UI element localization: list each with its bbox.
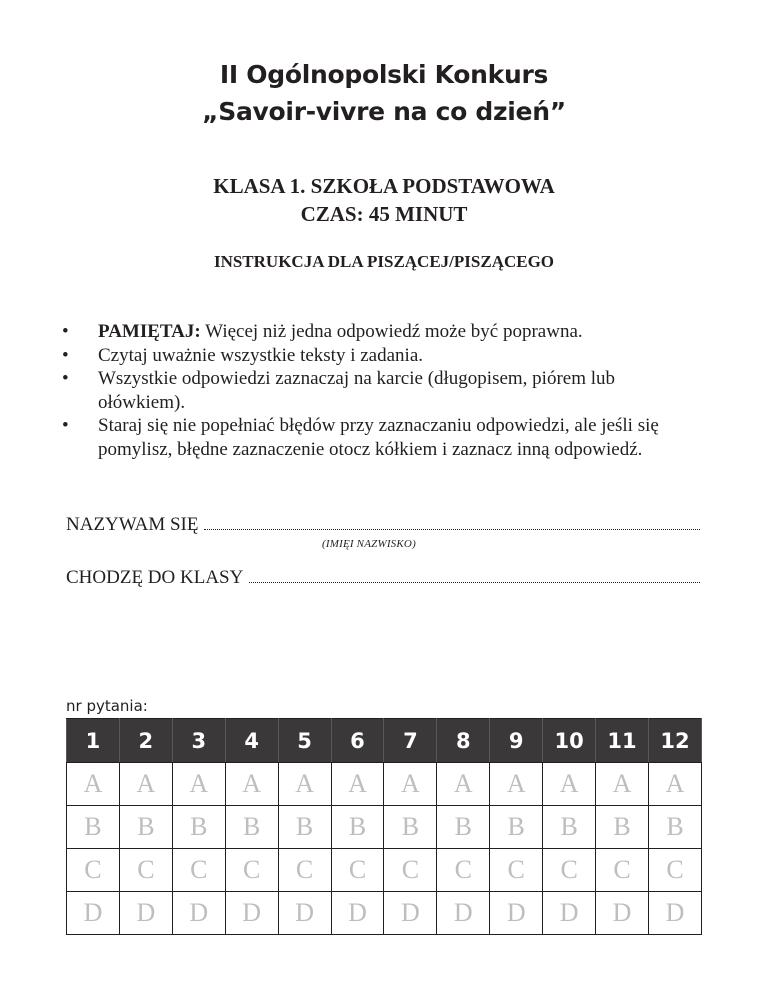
answer-option-cell[interactable]: A	[437, 763, 490, 806]
answer-row	[67, 763, 702, 806]
answer-option-cell[interactable]: A	[278, 763, 331, 806]
answer-option-cell[interactable]: C	[67, 849, 120, 892]
answer-option-cell[interactable]: A	[596, 763, 649, 806]
answer-grid	[66, 718, 702, 935]
question-number-cell: 10	[543, 719, 596, 763]
answer-option-cell[interactable]: A	[490, 763, 543, 806]
answer-option-cell[interactable]: D	[490, 892, 543, 935]
answer-option-cell[interactable]: B	[172, 806, 225, 849]
question-number-cell: 7	[384, 719, 437, 763]
answer-option-cell[interactable]: B	[331, 806, 384, 849]
answer-option-cell[interactable]: A	[648, 763, 701, 806]
title-line-2: „Savoir-vivre na co dzień”	[202, 97, 566, 126]
question-number-cell: 6	[331, 719, 384, 763]
answer-option-cell[interactable]: B	[490, 806, 543, 849]
bullet-icon: •	[62, 344, 69, 366]
class-field	[66, 567, 700, 589]
answer-option-cell[interactable]: C	[648, 849, 701, 892]
rule-text: Staraj się nie popełniać błędów przy zaznaczaniu odpowiedzi, ale jeśli się pomylisz, błędne zaznaczenie otocz kółkiem i zaznacz inną odpowiedź.	[98, 415, 659, 460]
rule-text: Więcej niż jedna odpowiedź może być poprawna.	[200, 321, 583, 342]
question-number-cell: 4	[225, 719, 278, 763]
answer-row	[67, 806, 702, 849]
answer-option-cell[interactable]: B	[384, 806, 437, 849]
answer-option-cell[interactable]: C	[119, 849, 172, 892]
answer-option-cell[interactable]: B	[225, 806, 278, 849]
answer-option-cell[interactable]: B	[119, 806, 172, 849]
answer-row	[67, 892, 702, 935]
question-number-label: nr pytania:	[66, 697, 148, 715]
rule-text: Czytaj uważnie wszystkie teksty i zadania.	[98, 344, 424, 366]
answer-option-cell[interactable]: A	[67, 763, 120, 806]
answer-option-cell[interactable]: B	[437, 806, 490, 849]
answer-option-cell[interactable]: D	[648, 892, 701, 935]
class-line: KLASA 1. SZKOŁA PODSTAWOWA	[213, 174, 555, 198]
answer-option-cell[interactable]: A	[225, 763, 278, 806]
question-number-row	[67, 719, 702, 763]
name-label: NAZYWAM SIĘ	[66, 514, 199, 535]
answer-option-cell[interactable]: C	[384, 849, 437, 892]
name-field	[66, 514, 700, 536]
answer-option-cell[interactable]: D	[172, 892, 225, 935]
name-hint: (IMIĘI NAZWISKO)	[322, 538, 416, 550]
answer-option-cell[interactable]: B	[543, 806, 596, 849]
rule-item	[62, 344, 702, 368]
title-line-1: II Ogólnopolski Konkurs	[219, 60, 549, 89]
instruction-title: INSTRUKCJA DLA PISZĄCEJ/PISZĄCEGO	[213, 252, 555, 271]
answer-option-cell[interactable]: D	[119, 892, 172, 935]
rule-item	[62, 414, 702, 461]
rule-item	[62, 320, 702, 344]
rule-text: Wszystkie odpowiedzi zaznaczaj na karcie (długopisem, piórem lub ołówkiem).	[98, 368, 616, 413]
answer-option-cell[interactable]: C	[331, 849, 384, 892]
answer-row	[67, 849, 702, 892]
name-input-line[interactable]	[204, 515, 700, 530]
answer-option-cell[interactable]: A	[119, 763, 172, 806]
question-number-cell: 5	[278, 719, 331, 763]
question-number-cell: 12	[648, 719, 701, 763]
answer-option-cell[interactable]: A	[172, 763, 225, 806]
answer-option-cell[interactable]: C	[172, 849, 225, 892]
question-number-cell: 3	[172, 719, 225, 763]
class-label: CHODZĘ DO KLASY	[66, 567, 244, 588]
answer-option-cell[interactable]: A	[543, 763, 596, 806]
rules-list	[62, 320, 702, 461]
rule-item	[62, 367, 702, 414]
bullet-icon: •	[62, 368, 69, 389]
time-line: CZAS: 45 MINUT	[300, 202, 468, 226]
answer-option-cell[interactable]: C	[278, 849, 331, 892]
answer-option-cell[interactable]: D	[225, 892, 278, 935]
answer-option-cell[interactable]: C	[437, 849, 490, 892]
bullet-icon: •	[62, 321, 69, 342]
answer-option-cell[interactable]: B	[278, 806, 331, 849]
question-number-cell: 1	[67, 719, 120, 763]
question-number-cell: 2	[119, 719, 172, 763]
question-number-cell: 8	[437, 719, 490, 763]
answer-option-cell[interactable]: C	[490, 849, 543, 892]
answer-option-cell[interactable]: B	[596, 806, 649, 849]
answer-option-cell[interactable]: C	[543, 849, 596, 892]
answer-option-cell[interactable]: D	[278, 892, 331, 935]
answer-option-cell[interactable]: D	[437, 892, 490, 935]
question-number-cell: 9	[490, 719, 543, 763]
answer-option-cell[interactable]: B	[648, 806, 701, 849]
question-number-cell: 11	[596, 719, 649, 763]
answer-option-cell[interactable]: C	[596, 849, 649, 892]
answer-option-cell[interactable]: D	[596, 892, 649, 935]
answer-option-cell[interactable]: C	[225, 849, 278, 892]
answer-option-cell[interactable]: D	[67, 892, 120, 935]
answer-option-cell[interactable]: D	[543, 892, 596, 935]
class-input-line[interactable]	[249, 568, 700, 583]
answer-option-cell[interactable]: A	[384, 763, 437, 806]
answer-option-cell[interactable]: D	[384, 892, 437, 935]
answer-option-cell[interactable]: D	[331, 892, 384, 935]
class-header	[0, 172, 768, 228]
answer-option-cell[interactable]: A	[331, 763, 384, 806]
bullet-icon: •	[62, 415, 69, 436]
rule-emphasis: PAMIĘTAJ:	[98, 321, 201, 342]
contest-title	[0, 56, 768, 130]
answer-option-cell[interactable]: B	[67, 806, 120, 849]
